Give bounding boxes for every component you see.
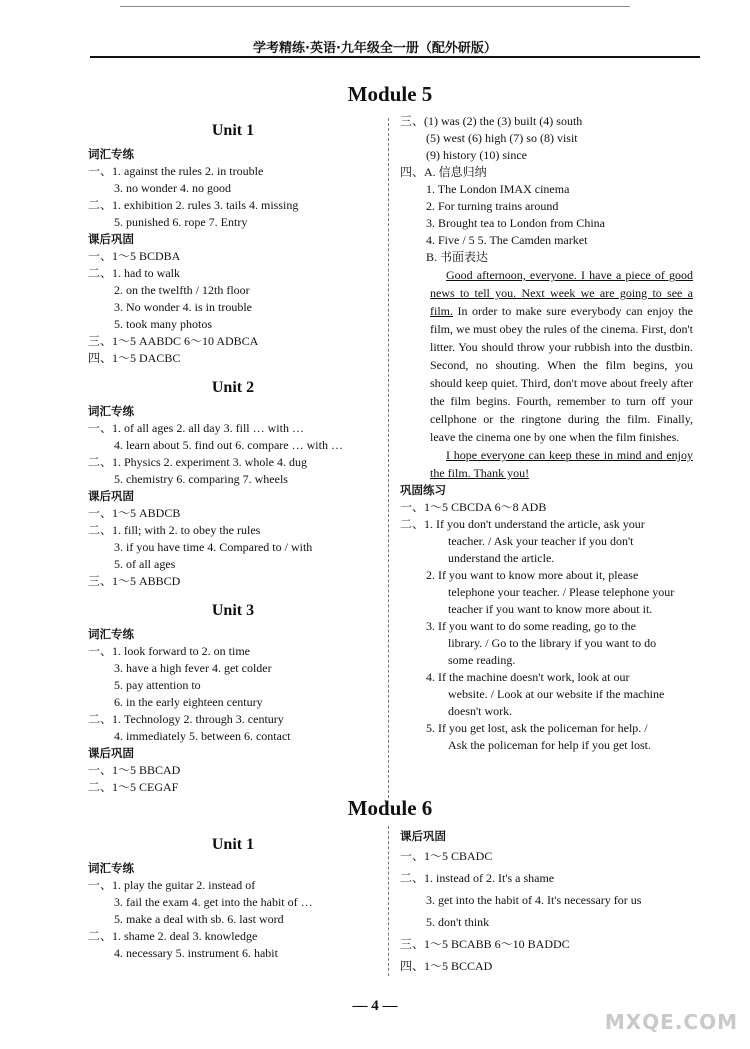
module6-title: Module 6 bbox=[347, 796, 433, 820]
answer-line: 三、1～5 BCABB 6～10 BADDC bbox=[400, 937, 570, 951]
answer-line: 5. punished 6. rope 7. Entry bbox=[114, 215, 248, 229]
answer-line: 4. If the machine doesn't work, look at our bbox=[426, 670, 630, 684]
answer-line: 3. Brought tea to London from China bbox=[426, 216, 605, 230]
answer-line: 3. no wonder 4. no good bbox=[114, 181, 231, 195]
answer-line: 二、1. Technology 2. through 3. century bbox=[88, 712, 284, 726]
answer-line: 4. immediately 5. between 6. contact bbox=[114, 729, 291, 743]
page-header: 学考精练·英语·九年级全一册（配外研版） bbox=[253, 41, 497, 56]
essay-closing-paragraph bbox=[430, 446, 693, 482]
answer-line: 2. If you want to know more about it, please bbox=[426, 568, 639, 582]
answer-line: 3. If you want to do some reading, go to the bbox=[426, 619, 636, 633]
vocab-label: 词汇专练 bbox=[88, 404, 134, 418]
answer-line: 3. if you have time 4. Compared to / with bbox=[114, 540, 313, 554]
answer-line: 4. necessary 5. instrument 6. habit bbox=[114, 946, 278, 960]
answer-line: 一、1～5 ABDCB bbox=[88, 506, 181, 520]
answer-line: understand the article. bbox=[448, 551, 555, 565]
section-label: 四、A. 信息归纳 bbox=[400, 165, 487, 179]
answer-line: 一、1～5 CBADC bbox=[400, 849, 493, 863]
answer-line: 4. learn about 5. find out 6. compare … with … bbox=[114, 438, 343, 452]
essay-paragraph bbox=[430, 266, 693, 446]
answer-line: 一、1～5 BBCAD bbox=[88, 763, 181, 777]
watermark-logo: MXQE.COM bbox=[604, 1010, 738, 1034]
answer-line: 3. have a high fever 4. get colder bbox=[114, 661, 272, 675]
answer-line: 三、(1) was (2) the (3) built (4) south bbox=[400, 114, 583, 128]
answer-line: 二、1. instead of 2. It's a shame bbox=[400, 871, 555, 885]
answer-line: 5. make a deal with sb. 6. last word bbox=[114, 912, 284, 926]
answer-line: 一、1. look forward to 2. on time bbox=[88, 644, 250, 658]
answer-line: 3. No wonder 4. is in trouble bbox=[114, 300, 252, 314]
answer-line: 3. get into the habit of 4. It's necessary for us bbox=[426, 893, 642, 907]
answer-line: 一、1. of all ages 2. all day 3. fill … with … bbox=[88, 421, 304, 435]
module6-left-column bbox=[88, 830, 378, 962]
answer-line: 5. pay attention to bbox=[114, 678, 201, 692]
essay-underlined-opening: Good afternoon, everyone. I have a piece of good news to tell you. Next week we are going to see a film. bbox=[430, 268, 693, 318]
answer-line: 二、1. fill; with 2. to obey the rules bbox=[88, 523, 261, 537]
answer-line: some reading. bbox=[448, 653, 516, 667]
unit1-title: Unit 1 bbox=[211, 836, 255, 853]
answer-line: 三、1～5 ABBCD bbox=[88, 574, 181, 588]
after-class-label: 课后巩固 bbox=[400, 829, 446, 843]
answer-line: 3. fail the exam 4. get into the habit of … bbox=[114, 895, 313, 909]
answer-line: (5) west (6) high (7) so (8) visit bbox=[426, 131, 578, 145]
essay-body: In order to make sure everybody can enjoy the film, we must obey the rules of the cinema. First, don't litter. You should throw your rubbish into the dustbin. Second, no shouting. When the film begins, you should keep quiet. Third, don't move about freely after the film begins. Fourth, remember to turn off your cellphone or the ringtone during the film. Finally, leave the cinema one by one when the film finishes. bbox=[430, 304, 693, 444]
vocab-label: 词汇专练 bbox=[88, 147, 134, 161]
essay-underlined-closing: I hope everyone can keep these in mind and enjoy the film. Thank you! bbox=[430, 448, 693, 480]
answer-line: 5. don't think bbox=[426, 915, 490, 929]
module5-left-column bbox=[88, 116, 378, 796]
practice-label: 巩固练习 bbox=[400, 483, 446, 497]
after-class-label: 课后巩固 bbox=[88, 489, 134, 503]
unit3-title: Unit 3 bbox=[211, 602, 255, 619]
answer-line: (9) history (10) since bbox=[426, 148, 527, 162]
unit1-title: Unit 1 bbox=[211, 122, 255, 139]
answer-line: 2. For turning trains around bbox=[426, 199, 559, 213]
answer-line: 一、1～5 BCDBA bbox=[88, 249, 181, 263]
answer-line: website. / Look at our website if the machine bbox=[448, 687, 665, 701]
section-label: B. 书面表达 bbox=[426, 250, 489, 264]
answer-line: 5. took many photos bbox=[114, 317, 212, 331]
answer-line: teacher if you want to know more about it. bbox=[448, 602, 653, 616]
answer-line: 二、1. Physics 2. experiment 3. whole 4. dug bbox=[88, 455, 307, 469]
answer-line: 四、1～5 BCCAD bbox=[400, 959, 493, 973]
top-dashed-line bbox=[120, 6, 630, 7]
answer-line: 二、1. If you don't understand the article, ask your bbox=[400, 517, 645, 531]
answer-line: 一、1～5 CBCDA 6～8 ADB bbox=[400, 500, 547, 514]
answer-line: 5. If you get lost, ask the policeman for help. / bbox=[426, 721, 648, 735]
unit2-title: Unit 2 bbox=[211, 379, 255, 396]
answer-line: 三、1～5 AABDC 6～10 ADBCA bbox=[88, 334, 259, 348]
vocab-label: 词汇专练 bbox=[88, 627, 134, 641]
answer-line: 6. in the early eighteen century bbox=[114, 695, 263, 709]
answer-line: 1. The London IMAX cinema bbox=[426, 182, 570, 196]
answer-line: telephone your teacher. / Please telephone your bbox=[448, 585, 675, 599]
page-number: — 4 — bbox=[352, 998, 398, 1014]
answer-line: 5. chemistry 6. comparing 7. wheels bbox=[114, 472, 288, 486]
answer-line: 一、1. play the guitar 2. instead of bbox=[88, 878, 256, 892]
after-class-label: 课后巩固 bbox=[88, 232, 134, 246]
answer-line: Ask the policeman for help if you get lost. bbox=[448, 738, 651, 752]
answer-line: 二、1. exhibition 2. rules 3. tails 4. missing bbox=[88, 198, 299, 212]
header-rule bbox=[90, 56, 700, 58]
after-class-label: 课后巩固 bbox=[88, 746, 134, 760]
answer-line: 四、1～5 DACBC bbox=[88, 351, 181, 365]
module5-right-column bbox=[400, 113, 693, 754]
column-divider-bottom bbox=[388, 826, 389, 976]
module5-title: Module 5 bbox=[347, 82, 433, 106]
column-divider-top bbox=[388, 118, 389, 798]
vocab-label: 词汇专练 bbox=[88, 861, 134, 875]
answer-line: 2. on the twelfth / 12th floor bbox=[114, 283, 250, 297]
module6-right-column bbox=[400, 828, 693, 977]
answer-line: 二、1～5 CEGAF bbox=[88, 780, 179, 794]
answer-line: 5. of all ages bbox=[114, 557, 176, 571]
answer-line: 4. Five / 5 5. The Camden market bbox=[426, 233, 588, 247]
answer-line: library. / Go to the library if you want to do bbox=[448, 636, 657, 650]
answer-line: 二、1. shame 2. deal 3. knowledge bbox=[88, 929, 258, 943]
answer-line: doesn't work. bbox=[448, 704, 513, 718]
answer-line: 一、1. against the rules 2. in trouble bbox=[88, 164, 264, 178]
answer-line: teacher. / Ask your teacher if you don't bbox=[448, 534, 634, 548]
answer-line: 二、1. had to walk bbox=[88, 266, 180, 280]
